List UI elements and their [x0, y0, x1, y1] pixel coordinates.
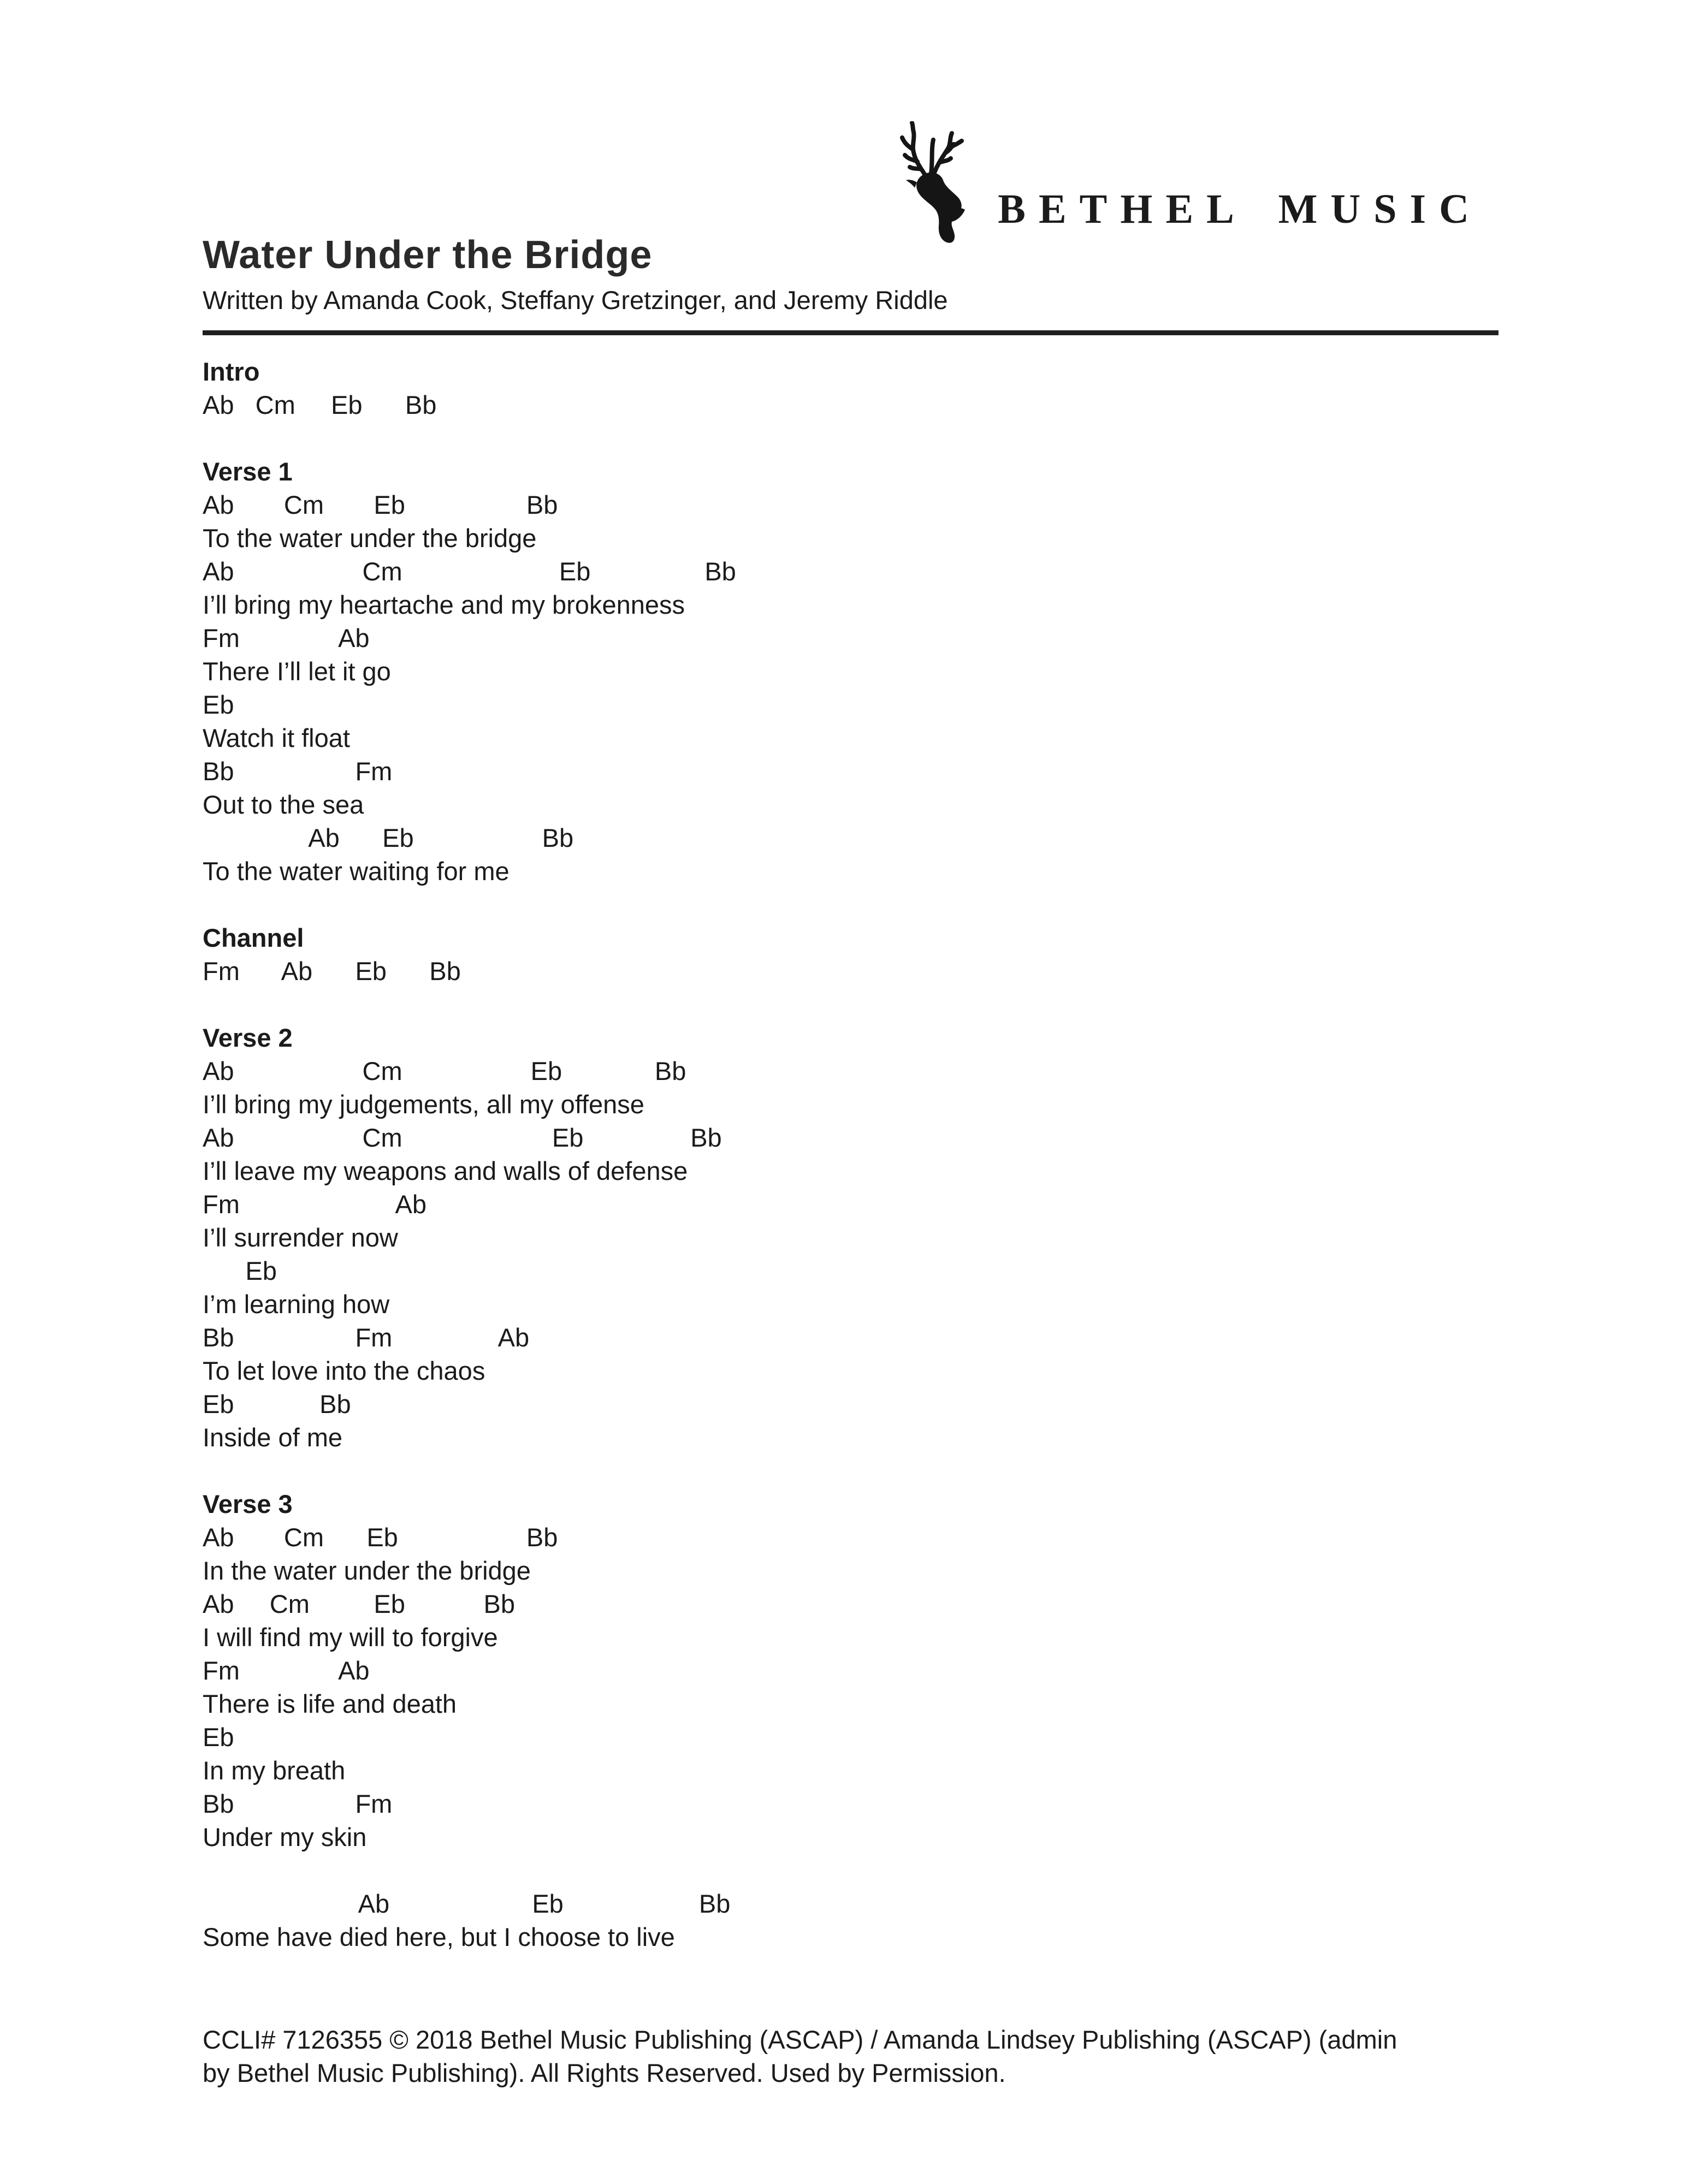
- lyric-line: In the water under the bridge: [203, 1556, 531, 1585]
- section-label: Verse 1: [203, 456, 293, 486]
- section-label: Channel: [203, 923, 304, 952]
- song-title: Water Under the Bridge: [203, 233, 653, 277]
- song-section: [203, 1021, 1498, 1454]
- lyric-line: I’m learning how: [203, 1289, 390, 1319]
- chord-line: Bb Fm Ab: [203, 1322, 530, 1352]
- section-label: Verse 2: [203, 1023, 293, 1052]
- chord-line: Ab Cm Eb Bb: [203, 1589, 516, 1618]
- chord-line: Ab Cm Eb Bb: [203, 490, 558, 519]
- chord-line: Ab Cm Eb Bb: [203, 1123, 722, 1152]
- chord-line: Fm Ab Eb Bb: [203, 956, 461, 986]
- chord-line: Fm Ab: [203, 1655, 370, 1685]
- lyric-line: Inside of me: [203, 1422, 343, 1452]
- chord-line: Eb Bb: [203, 1389, 351, 1419]
- song-section: [203, 455, 1498, 888]
- lyric-line: To let love into the chaos: [203, 1356, 485, 1385]
- lyric-line: Watch it float: [203, 723, 350, 752]
- lyric-line: I’ll surrender now: [203, 1222, 398, 1252]
- song-section: [203, 921, 1498, 988]
- lyric-line: I’ll bring my judgements, all my offense: [203, 1089, 644, 1119]
- blank-line: [203, 1854, 1498, 1887]
- lyric-line: Out to the sea: [203, 790, 364, 819]
- section-label: Verse 3: [203, 1489, 293, 1518]
- song-sections: [203, 355, 1498, 1954]
- chord-line: Ab Eb Bb: [203, 1889, 731, 1918]
- lyric-line: Some have died here, but I choose to live: [203, 1922, 675, 1951]
- lyric-line: To the water waiting for me: [203, 856, 510, 886]
- bethel-music-logo: [893, 121, 1482, 248]
- chord-line: Eb: [203, 690, 234, 719]
- lyric-line: In my breath: [203, 1755, 346, 1785]
- chord-line: Ab Cm Eb Bb: [203, 556, 736, 586]
- chord-line: Bb Fm: [203, 756, 393, 786]
- song-byline: Written by Amanda Cook, Steffany Gretzinger, and Jeremy Riddle: [203, 285, 948, 314]
- song-section: [203, 1487, 1498, 1954]
- song-section: [203, 355, 1498, 422]
- lyric-line: I will find my will to forgive: [203, 1622, 498, 1652]
- lyric-line: There is life and death: [203, 1689, 457, 1718]
- chord-line: Fm Ab: [203, 1189, 427, 1219]
- chord-line: Eb: [203, 1256, 277, 1285]
- copyright-line-1: CCLI# 7126355 © 2018 Bethel Music Publishing (ASCAP) / Amanda Lindsey Publishing (ASCAP) (admin: [203, 2025, 1397, 2054]
- brand-wordmark: BETHEL MUSIC: [998, 186, 1482, 232]
- chord-line: Eb: [203, 1722, 234, 1752]
- chord-line: Ab Cm Eb Bb: [203, 1522, 558, 1552]
- section-label: Intro: [203, 357, 260, 386]
- chord-line: Ab Eb Bb: [203, 823, 574, 852]
- deer-stag-icon: [893, 121, 976, 248]
- chord-line: Ab Cm Eb Bb: [203, 390, 437, 419]
- copyright-footer: [203, 2023, 1524, 2090]
- lyric-line: I’ll bring my heartache and my brokenness: [203, 590, 685, 619]
- chord-line: Ab Cm Eb Bb: [203, 1056, 686, 1085]
- header-divider: [203, 330, 1498, 335]
- chord-line: Bb Fm: [203, 1789, 393, 1818]
- lyric-line: I’ll leave my weapons and walls of defense: [203, 1156, 688, 1185]
- lyric-line: To the water under the bridge: [203, 523, 537, 553]
- lyric-line: Under my skin: [203, 1822, 367, 1851]
- chord-line: Fm Ab: [203, 623, 370, 652]
- copyright-line-2: by Bethel Music Publishing). All Rights Reserved. Used by Permission.: [203, 2058, 1006, 2087]
- lyric-line: There I’ll let it go: [203, 656, 391, 686]
